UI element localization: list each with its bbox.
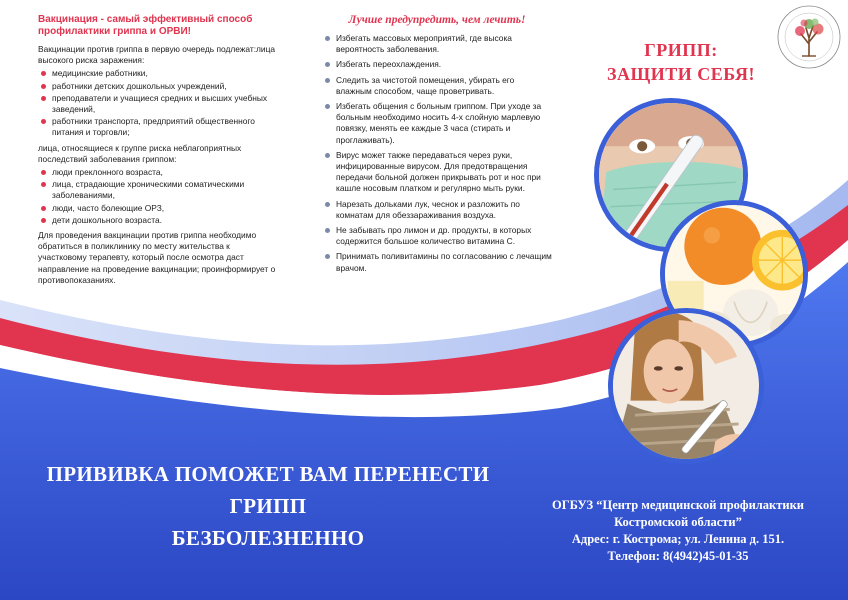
list-item: преподаватели и учащиеся средних и высших учебных заведений, [38,93,280,115]
vaccination-heading: Вакцинация - самый эффективный способ профилактики гриппа и ОРВИ! [38,14,253,37]
list-item: Нарезать дольками лук, чеснок и разложить по комнатам для обеззараживания воздуха. [322,199,552,221]
list-item: лица, страдающие хроническими соматическими заболеваниями, [38,179,280,201]
org-name-line-1: ОГБУЗ “Центр медицинской профилактики [552,498,804,512]
high-risk-list [38,68,280,138]
slogan [18,458,518,554]
title-line-2: ЗАЩИТИ СЕБЯ! [606,64,756,84]
list-item: Не забывать про лимон и др. продукты, в которых содержится большое количество витамина С. [322,225,552,247]
list-item: работники транспорта, предприятий общественного питания и торговли; [38,116,280,138]
slogan-line-1: ПРИВИВКА ПОМОЖЕТ ВАМ ПЕРЕНЕСТИ ГРИПП [46,462,490,518]
prevention-heading: Лучше предупредить, чем лечить! [348,14,526,26]
org-address: Адрес: г. Кострома; ул. Ленина д. 151. [571,532,785,546]
vaccination-closing: Для проведения вакцинации против гриппа необходимо обратиться в поликлинику по месту жительства к участковому терапевту, который после осмотра даст направление на проведение вакцинации; проинформирует о противопоказаниях. [38,230,276,285]
list-item: люди преклонного возраста, [38,167,280,178]
left-column [38,14,280,286]
org-name-line-2: Костромской области” [614,515,742,529]
list-item: Избегать переохлаждения. [322,59,552,70]
list-item: Избегать массовых мероприятий, где высока вероятность заболевания. [322,33,552,55]
risk-group-list [38,167,280,226]
middle-column [322,14,552,278]
list-item: Принимать поливитамины по согласованию с лечащим врачом. [322,251,552,273]
list-item: дети дошкольного возраста. [38,215,280,226]
prevention-list [322,33,552,274]
org-phone: Телефон: 8(4942)45-01-35 [607,549,749,563]
list-item: люди, часто болеющие ОРЗ, [38,203,280,214]
list-item: Избегать общения с больным гриппом. При уходе за больным необходимо носить 4-х слойную марлевую повязку, менять ее каждые 3 часа (стирать и проглаживать). [322,101,552,146]
risk-group-text: лица, относящиеся к группе риска неблагоприятных последствий заболевания гриппом: [38,142,242,164]
list-item: Следить за чистотой помещения, убирать его влажным способом, чаще проветривать. [322,75,552,97]
slogan-line-2: БЕЗБОЛЕЗНЕННО [171,526,365,550]
organization-info [520,497,836,565]
list-item: медицинские работники, [38,68,280,79]
list-item: Вирус может также передаваться через руки, инфицированные вирусом. Для предотвращения передачи больной должен прикрывать рот и нос при кашле носовым платком и регулярно мыть руки. [322,150,552,195]
list-item: работники детских дошкольных учреждений, [38,81,280,92]
title-line-1: ГРИПП: [644,40,718,60]
photo-sick-woman [608,308,764,464]
flyer-title [576,38,786,86]
vaccination-intro: Вакцинации против гриппа в первую очередь подлежат:лица высокого риска заражения: [38,44,276,66]
